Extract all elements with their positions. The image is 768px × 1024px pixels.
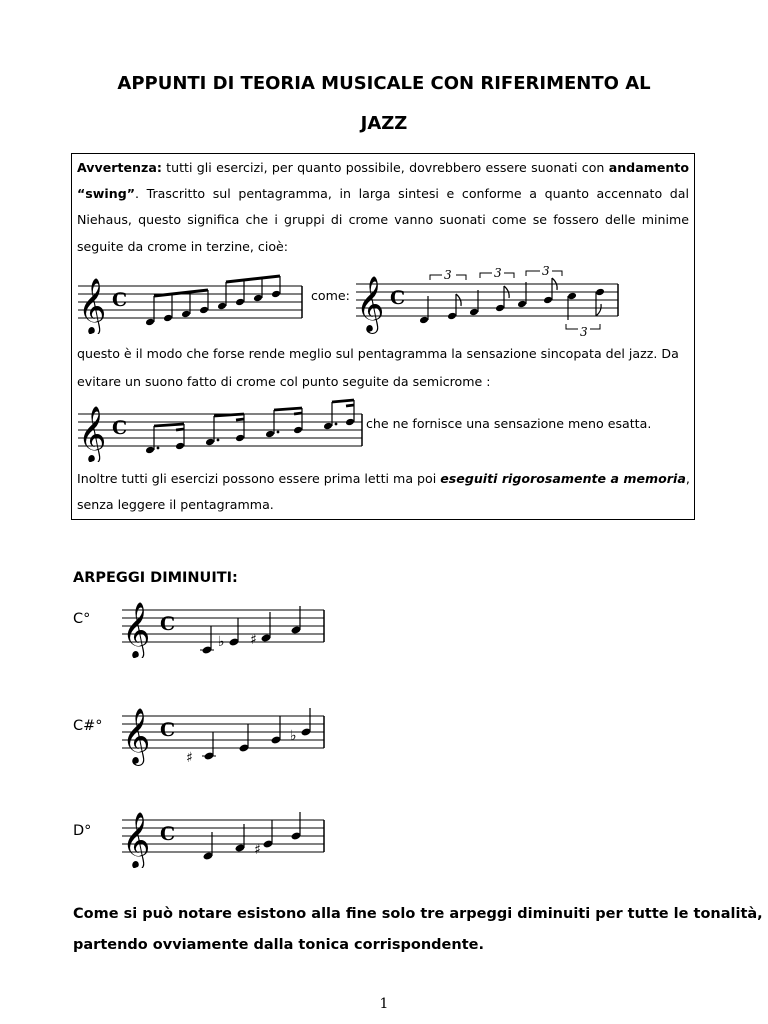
- flat-icon: ♭: [218, 634, 225, 650]
- staff-c-sharp-dim-arpeggio: [120, 700, 330, 766]
- warning-line-1: [77, 160, 689, 176]
- treble-clef-icon: 𝄞: [356, 276, 385, 332]
- time-signature: C: [112, 289, 128, 311]
- time-signature: C: [112, 417, 128, 439]
- time-signature: C: [160, 823, 176, 845]
- sharp-icon: ♯: [254, 842, 261, 858]
- document-title-line-2: JAZZ: [360, 113, 408, 134]
- chord-label-c-dim: C°: [73, 611, 91, 627]
- document-title-line-1: APPUNTI DI TEORIA MUSICALE CON RIFERIMENTO AL: [117, 73, 651, 94]
- page-number: 1: [379, 996, 389, 1012]
- warning-text-8: Inoltre tutti gli esercizi possono essere prima letti ma poi: [77, 471, 441, 486]
- warning-text-2: . Trascritto sul pentagramma, in larga sintesi e conforme a quanto accennato dal: [134, 186, 689, 201]
- time-signature: C: [390, 287, 406, 309]
- warning-line-2: [77, 186, 689, 202]
- sharp-icon: ♯: [186, 750, 193, 766]
- time-signature: C: [160, 613, 176, 635]
- section-heading: ARPEGGI DIMINUITI:: [73, 570, 238, 586]
- triplet-number: 3: [494, 266, 502, 280]
- come-label: come:: [311, 288, 350, 303]
- warning-line-7: che ne fornisce una sensazione meno esatta.: [366, 416, 652, 431]
- staff-d-dim-arpeggio: [120, 804, 330, 868]
- time-signature: C: [160, 719, 176, 741]
- treble-clef-icon: 𝄞: [78, 278, 107, 334]
- comma: ,: [685, 471, 690, 486]
- warning-label: Avvertenza:: [77, 160, 162, 175]
- treble-clef-icon: 𝄞: [122, 708, 151, 764]
- warning-text-1: tutti gli esercizi, per quanto possibile, dovrebbero essere suonati con: [161, 160, 609, 175]
- chord-label-d-dim: D°: [73, 823, 92, 839]
- memoria-emphasis: eseguiti rigorosamente a memoria: [440, 471, 686, 486]
- treble-clef-icon: 𝄞: [122, 602, 151, 658]
- warning-line-6: evitare un suono fatto di crome col punto seguite da semicrome :: [77, 374, 491, 389]
- closing-paragraph-line-2: partendo ovviamente dalla tonica corrispondente.: [73, 937, 484, 953]
- warning-line-3: Niehaus, questo significa che i gruppi di crome vanno suonati come se fossero delle minime: [77, 212, 689, 227]
- triplet-number: 3: [580, 325, 588, 338]
- sharp-icon: ♯: [250, 632, 257, 648]
- flat-icon: ♭: [290, 728, 297, 744]
- staff-triplet-swing: [354, 262, 622, 338]
- chord-label-c-sharp-dim: C#°: [73, 718, 103, 734]
- warning-line-9: senza leggere il pentagramma.: [77, 497, 274, 512]
- warning-line-4: seguite da crome in terzine, cioè:: [77, 239, 289, 254]
- staff-dotted-rhythm: [76, 396, 366, 462]
- triplet-number: 3: [542, 264, 550, 278]
- warning-line-5: questo è il modo che forse rende meglio sul pentagramma la sensazione sincopata del jazz. Da: [77, 346, 679, 361]
- treble-clef-icon: 𝄞: [122, 812, 151, 868]
- staff-straight-eighths: [76, 268, 306, 334]
- treble-clef-icon: 𝄞: [78, 406, 107, 462]
- andamento-bold: andamento: [608, 160, 689, 175]
- triplet-number: 3: [444, 268, 452, 282]
- closing-paragraph-line-1: Come si può notare esistono alla fine solo tre arpeggi diminuiti per tutte le tonalità,: [73, 906, 763, 922]
- staff-c-dim-arpeggio: [120, 594, 330, 658]
- swing-bold: “swing”: [77, 186, 135, 201]
- warning-line-8: [77, 471, 690, 487]
